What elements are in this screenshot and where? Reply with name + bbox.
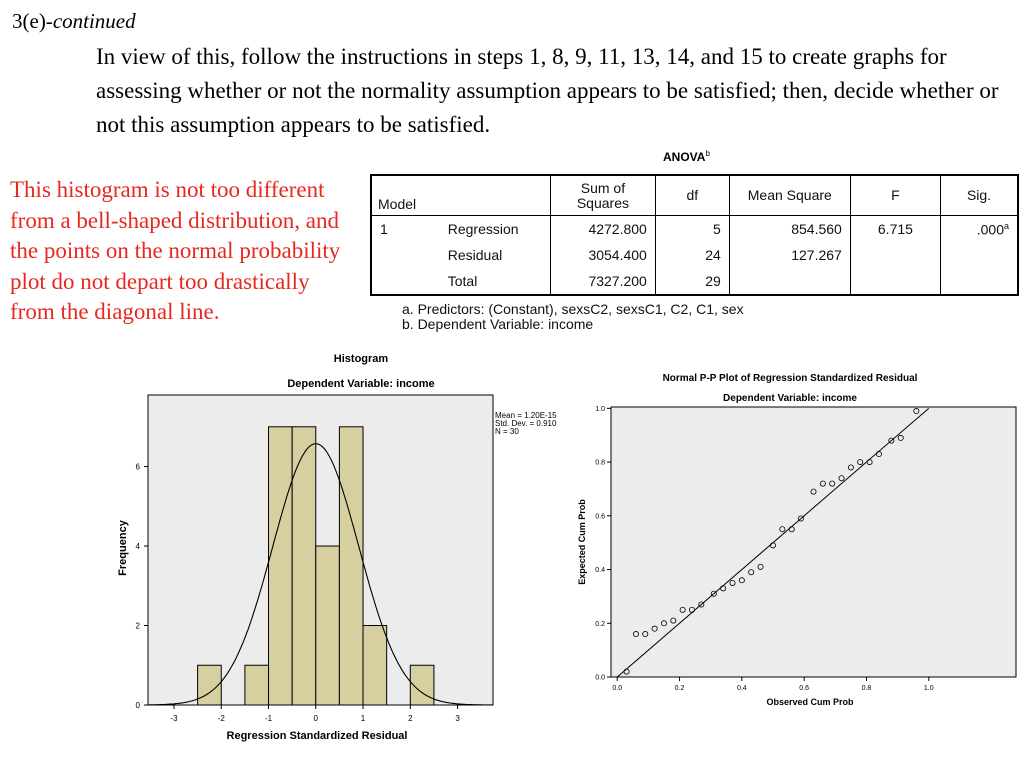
instructions-text: In view of this, follow the instructions in steps 1, 8, 9, 11, 13, 14, and 15 to create graphs for assessing whether or not the normality assumption appears to be satisfied; then, decide whether or not this assumption appears to be satisfied. xyxy=(96,44,999,137)
pp-ytick-label: 0.6 xyxy=(595,513,605,521)
pp-ytick-label: 0.2 xyxy=(595,620,605,628)
histogram-ytick-label: 2 xyxy=(135,621,140,631)
pp-ytick-label: 0.4 xyxy=(595,567,605,575)
row-ss: 4272.800 xyxy=(551,216,656,243)
histogram-xlabel: Regression Standardized Residual xyxy=(226,730,408,742)
slide-heading xyxy=(12,9,136,34)
pp-plot-xlabel: Observed Cum Prob xyxy=(766,697,854,707)
pp-xtick-label: 0.8 xyxy=(861,685,872,692)
row-df: 29 xyxy=(655,268,729,295)
histogram-subtitle: Dependent Variable: income xyxy=(287,378,435,390)
header-mean-square: Mean Square xyxy=(729,175,850,216)
histogram-xtick-label: 3 xyxy=(455,714,460,723)
histogram-xtick-label: -1 xyxy=(264,714,273,723)
histogram-title: Histogram xyxy=(333,353,389,365)
pp-plot-title: Normal P-P Plot of Regression Standardized Residual xyxy=(662,373,918,384)
histogram-stat-sd: Std. Dev. = 0.910 xyxy=(495,419,557,428)
histogram-bar xyxy=(316,546,340,705)
row-f xyxy=(850,268,940,295)
pp-ytick-label: 0.0 xyxy=(595,674,605,682)
histogram-ylabel: Frequency xyxy=(117,520,129,576)
histogram-ytick-label: 4 xyxy=(135,542,140,552)
anova-title-sup: b xyxy=(705,149,710,158)
pp-plot-area xyxy=(611,407,1016,677)
histogram-stat-mean: Mean = 1.20E-15 xyxy=(495,411,557,420)
row-sig xyxy=(941,268,1019,295)
row-source: Residual xyxy=(447,247,503,263)
anova-title: ANOVA$^b$ xyxy=(663,149,710,164)
comment-text: This histogram is not too different from a bell-shaped distribution, and the points on the normal probability plot do not depart too drastically from the diagonal line. xyxy=(10,177,341,324)
histogram-xtick-label: 2 xyxy=(408,714,413,723)
row-source: Regression xyxy=(447,221,519,237)
table-row xyxy=(371,268,1018,295)
histogram-xtick-label: 0 xyxy=(313,714,319,723)
histogram-ytick-label: 0 xyxy=(135,701,140,710)
histogram-xtick-label: -2 xyxy=(217,714,225,723)
anova-table xyxy=(370,174,1019,296)
header-model: Model xyxy=(371,175,551,216)
anova-footnote-b: b. Dependent Variable: income xyxy=(402,316,594,332)
model-number: 1 xyxy=(380,221,388,237)
row-df: 5 xyxy=(655,216,729,243)
histogram-xtick-label: -3 xyxy=(170,714,178,723)
pp-xtick-label: 1.0 xyxy=(923,685,934,692)
histogram-stat-n: N = 30 xyxy=(495,427,519,436)
row-df: 24 xyxy=(655,242,729,268)
header-sig: Sig. xyxy=(941,175,1019,216)
pp-xtick-label: 0.0 xyxy=(612,685,623,692)
row-source: Total xyxy=(447,273,478,289)
histogram-bar xyxy=(339,427,363,705)
row-sig xyxy=(941,242,1019,268)
pp-plot-ylabel: Expected Cum Prob xyxy=(577,499,587,585)
header-f: F xyxy=(850,175,940,216)
histogram-bar xyxy=(269,427,293,705)
histogram-bar xyxy=(292,427,316,705)
row-sig-sup: a xyxy=(1003,220,1009,231)
pp-plot-subtitle: Dependent Variable: income xyxy=(723,393,857,404)
histogram-bar xyxy=(245,665,269,705)
pp-plot-chart xyxy=(570,364,1024,716)
table-row xyxy=(371,242,1018,268)
heading-continued: continued xyxy=(52,9,136,33)
heading-number: 3(e)- xyxy=(12,9,53,33)
pp-xtick-label: 0.6 xyxy=(799,685,810,692)
row-f xyxy=(850,242,940,268)
histogram-ytick-label: 6 xyxy=(135,462,140,472)
anova-footnote-a: a. Predictors: (Constant), sexsC2, sexsC1, C2, C1, sex xyxy=(402,301,744,317)
anova-header-row xyxy=(371,175,1018,216)
histogram-chart xyxy=(108,348,580,748)
row-ms xyxy=(729,268,850,295)
header-df: df xyxy=(655,175,729,216)
pp-ytick-label: 1.0 xyxy=(595,405,605,413)
row-ss: 3054.400 xyxy=(551,242,656,268)
pp-xtick-label: 0.4 xyxy=(736,685,747,692)
row-sig: .000$^a$ xyxy=(941,216,1019,243)
row-f: 6.715 xyxy=(850,216,940,243)
header-sum-of-squares: Sum of Squares xyxy=(551,175,656,216)
row-ms: 127.267 xyxy=(729,242,850,268)
pp-ytick-label: 0.8 xyxy=(595,459,605,467)
row-ss: 7327.200 xyxy=(551,268,656,295)
histogram-xtick-label: 1 xyxy=(360,714,366,723)
pp-xtick-label: 0.2 xyxy=(674,685,685,692)
row-ms: 854.560 xyxy=(729,216,850,243)
table-row xyxy=(371,216,1018,243)
histogram-bar xyxy=(363,626,387,705)
